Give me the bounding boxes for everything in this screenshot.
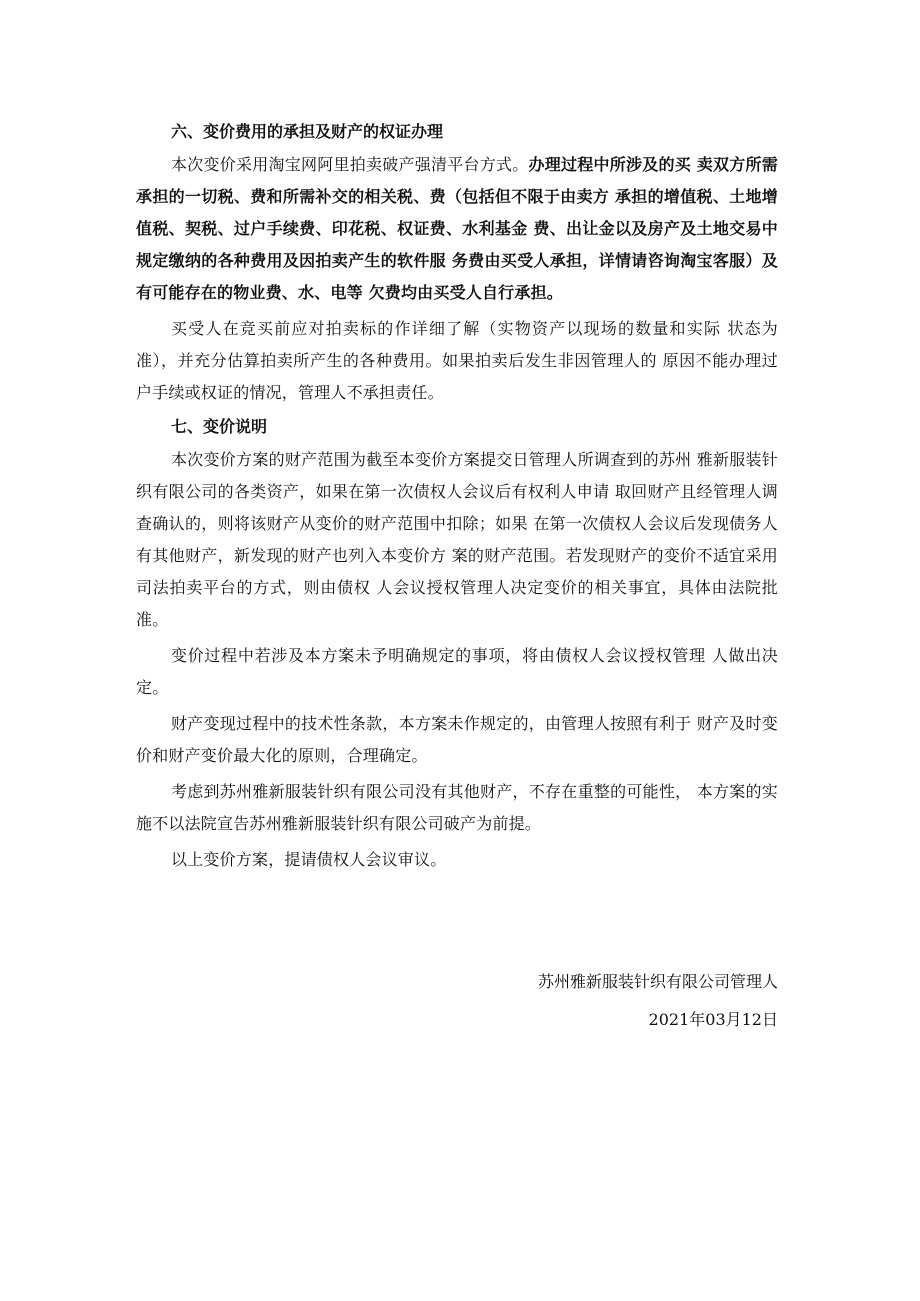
section-7-heading: 七、变价说明 xyxy=(171,417,268,436)
section-7-paragraph-4: 考虑到苏州雅新服装针织有限公司没有其他财产，不存在重整的可能性， 本方案的实施不以法院宣告苏州雅新服装针织有限公司破产为前提。 xyxy=(136,782,778,833)
section-7-paragraph-3: 财产变现过程中的技术性条款，本方案未作规定的，由管理人按照有利于 财产及时变价和财产变价最大化的原则，合理确定。 xyxy=(136,714,778,765)
section-7-paragraph-2: 变价过程中若涉及本方案未予明确规定的事项，将由债权人会议授权管理 人做出决定。 xyxy=(136,646,778,697)
signature-date: 2021年03月12日 xyxy=(648,1010,778,1029)
document-body xyxy=(136,118,778,880)
section-6-paragraph-1-bold: 办理过程中所涉及的买 卖双方所需承担的一切税、费和所需补交的相关税、费（包括但不限于由卖方 承担的增值税、土地增值税、契税、过户手续费、印花税、权证费、水利基金 费、出让金以及房产及土地交易中规定缴纳的各种费用及因拍卖产生的软件服 务费由买受人承担，详情请咨询淘宝客服）及有可能存在的物业费、水、电等 欠费均由买受人自行承担。 xyxy=(136,155,778,302)
section-7-paragraph-1: 本次变价方案的财产范围为截至本变价方案提交日管理人所调查到的苏州 雅新服装针织有限公司的各类资产，如果在第一次债权人会议后有权利人申请 取回财产且经管理人调查确认的，则将该财产从变价的财产范围中扣除；如果 在第一次债权人会议后发现债务人有其他财产，新发现的财产也列入本变价方 案的财产范围。若发现财产的变价不适宜采用司法拍卖平台的方式，则由债权 人会议授权管理人决定变价的相关事宜，具体由法院批准。 xyxy=(136,450,778,629)
section-7-paragraph-5: 以上变价方案，提请债权人会议审议。 xyxy=(171,850,447,869)
section-6-paragraph-2: 买受人在竞买前应对拍卖标的作详细了解（实物资产以现场的数量和实际 状态为准），并充分估算拍卖所产生的各种费用。如果拍卖后发生非因管理人的 原因不能办理过户手续或权证的情况，管理人不承担责任。 xyxy=(136,319,778,402)
section-6-paragraph-1-normal: 本次变价采用淘宝网阿里拍卖破产强清平台方式。 xyxy=(171,155,529,174)
signature-organization: 苏州雅新服装针织有限公司管理人 xyxy=(537,972,778,991)
section-6-heading: 六、变价费用的承担及财产的权证办理 xyxy=(171,122,444,141)
section-6-paragraph-1 xyxy=(136,149,778,309)
